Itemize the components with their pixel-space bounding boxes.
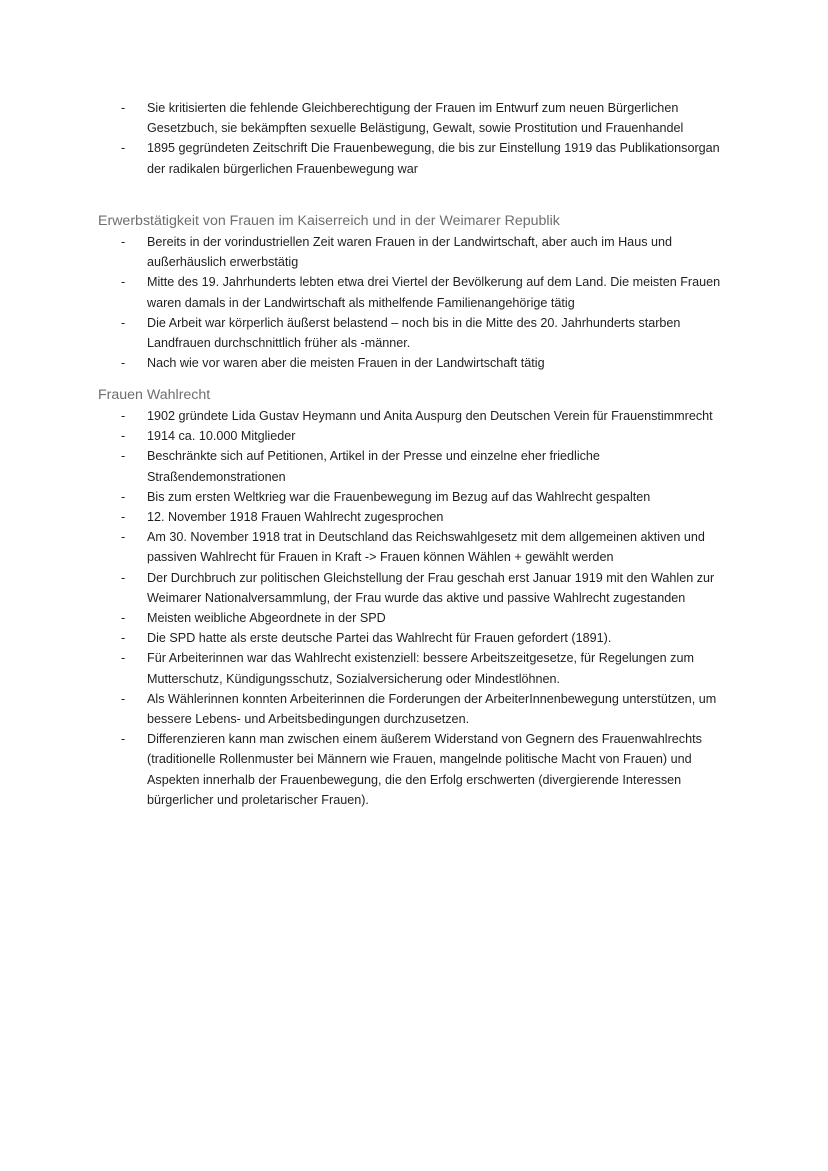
list-item [0,272,737,312]
bullet-dash: - [121,409,126,423]
list-item [0,353,737,373]
bullet-dash: - [121,732,126,747]
bullet-dash: - [121,449,126,464]
bullet-dash: - [121,235,126,249]
list-item-text: Für Arbeiterinnen war das Wahlrecht existenziell: bessere Arbeitszeitgesetze, für Regelungen zum Mutterschutz, Kündigungsschutz, Sozialversicherung oder Mindestlöhnen. [147,651,694,686]
list-item [0,527,737,567]
bullet-dash: - [121,691,126,706]
bullet-dash: - [121,315,126,330]
list-item-text: Sie kritisierten die fehlende Gleichberechtigung der Frauen im Entwurf zum neuen Bürgerlichen Gesetzbuch, sie bekämpften sexuelle Belästigung, Gewalt, sowie Prostitution und Frauenhandel [147,101,684,136]
list-item [0,138,737,178]
list-item [0,446,737,486]
list-item-text: Die SPD hatte als erste deutsche Partei das Wahlrecht für Frauen gefordert (1891). [147,631,612,646]
intro-bullet-list [0,98,828,179]
bullet-dash: - [121,651,126,666]
list-item-text: Differenzieren kann man zwischen einem äußerem Widerstand von Gegnern des Frauenwahlrechts (traditionelle Rollenmuster bei Männern wie Frauen, mangelnde politische Macht von Frauen) und Aspekten innerhalb der Frauenbewegung, die den Erfolg erschwerten (divergierende Interessen bürgerlicher und proletarischer Frauen). [147,732,702,807]
bullet-dash: - [121,570,126,585]
list-item [0,232,737,272]
list-item-text: Bis zum ersten Weltkrieg war die Frauenbewegung im Bezug auf das Wahlrecht gespalten [147,489,651,504]
list-item-text: Als Wählerinnen konnten Arbeiterinnen die Forderungen der ArbeiterInnenbewegung unterstützen, um bessere Lebens- und Arbeitsbedingungen durchzusetzen. [147,691,717,727]
list-item [0,628,737,648]
list-item [0,568,737,608]
list-item-text: 12. November 1918 Frauen Wahlrecht zugesprochen [147,510,444,525]
list-item-text: 1895 gegründeten Zeitschrift Die Frauenbewegung, die bis zur Einstellung 1919 das Publikationsorgan der radikalen bürgerlichen Frauenbewegung war [147,141,720,176]
list-item-text: Meisten weibliche Abgeordnete in der SPD [147,611,386,626]
list-item [0,406,737,426]
list-item [0,98,737,138]
list-item [0,426,737,446]
list-item-text: Der Durchbruch zur politischen Gleichstellung der Frau geschah erst Januar 1919 mit den Wahlen zur Weimarer Nationalversammlung, der Frau wurde das aktive und passive Wahlrecht zugestanden [147,570,715,605]
bullet-dash: - [121,356,126,371]
bullet-dash: - [121,611,126,626]
bullet-dash: - [121,631,126,646]
list-item-text: Mitte des 19. Jahrhunderts lebten etwa drei Viertel der Bevölkerung auf dem Land. Die meisten Frauen waren damals in der Landwirtschaft als mithelfende Familienangehörige tätig [147,275,721,310]
list-item-text: 1902 gründete Lida Gustav Heymann und Anita Auspurg den Deutschen Verein für Frauenstimmrecht [147,409,713,423]
section-heading-frauen-wahlrecht: Frauen Wahlrecht [98,387,211,403]
list-item-text: Die Arbeit war körperlich äußerst belastend – noch bis in die Mitte des 20. Jahrhunderts starben Landfrauen durchschnittlich früher als -männer. [147,315,681,351]
list-item-text: 1914 ca. 10.000 Mitglieder [147,429,296,444]
section-1-bullet-list [0,232,828,373]
section-heading-erwerbstaetigkeit: Erwerbstätigkeit von Frauen im Kaiserreich und in der Weimarer Republik [98,213,560,229]
list-item-text: Beschränkte sich auf Petitionen, Artikel in der Presse und einzelne eher friedliche Straßendemonstrationen [147,449,600,484]
list-item [0,487,737,507]
section-2-bullet-list [0,406,828,810]
list-item [0,313,737,353]
list-item [0,608,737,628]
bullet-dash: - [121,489,126,504]
list-item [0,507,737,527]
list-item-text: Bereits in der vorindustriellen Zeit waren Frauen in der Landwirtschaft, aber auch im Haus und außerhäuslich erwerbstätig [147,235,673,270]
list-item [0,689,737,729]
bullet-dash: - [121,275,126,290]
list-item-text: Nach wie vor waren aber die meisten Frauen in der Landwirtschaft tätig [147,356,545,371]
bullet-dash: - [121,429,126,444]
bullet-dash: - [121,101,126,115]
bullet-dash: - [121,510,126,525]
bullet-dash: - [121,141,126,156]
list-item-text: Am 30. November 1918 trat in Deutschland das Reichswahlgesetz mit dem allgemeinen aktiven und passiven Wahlrecht für Frauen in Kraft -> Frauen können Wählen + gewählt werden [147,530,705,565]
bullet-dash: - [121,530,126,545]
list-item [0,648,737,688]
list-item [0,729,737,810]
